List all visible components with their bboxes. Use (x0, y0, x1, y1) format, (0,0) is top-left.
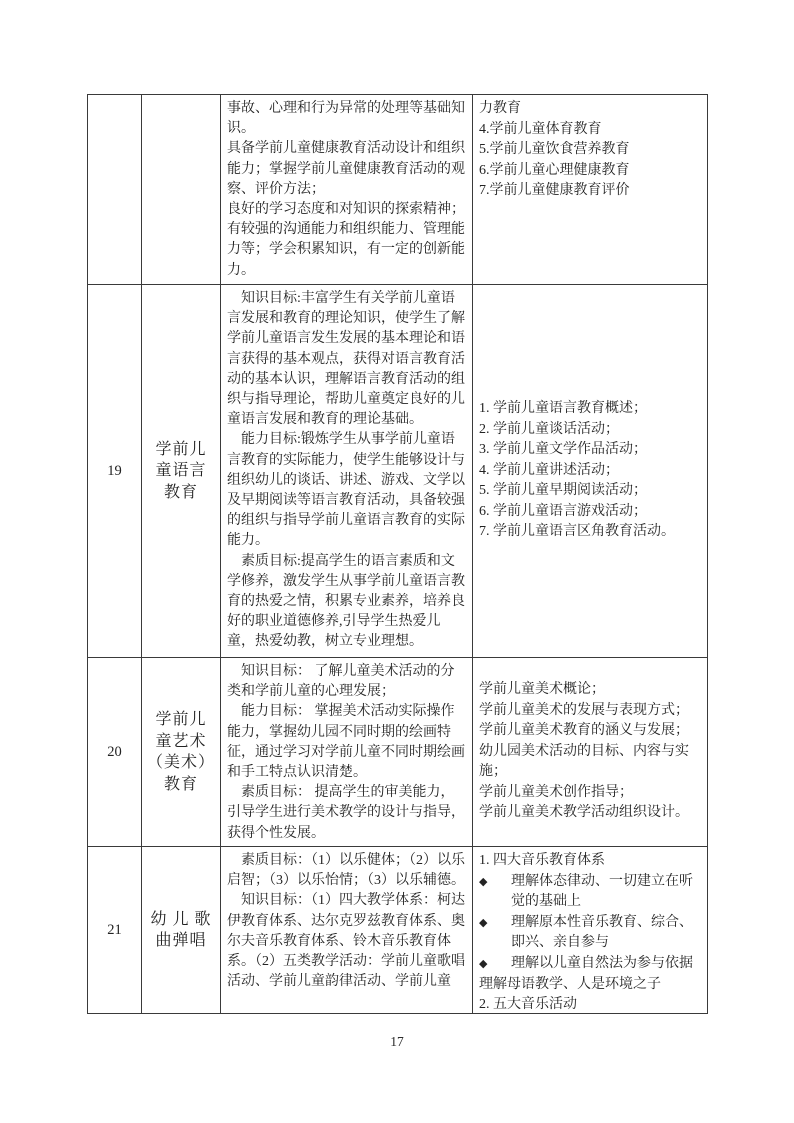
content-list-cell (473, 658, 707, 847)
page-number: 17 (390, 1034, 404, 1049)
content-item-text: 学前儿童美术创作指导； (479, 784, 633, 800)
content-item-text: 理解以儿童自然法为参与依据 (511, 955, 693, 971)
objectives-cell (221, 95, 473, 285)
objective-paragraph: 有较强的沟通能力和组织能力、管理能力等；学会积累知识，有一定的创新能力。 (227, 222, 465, 278)
content-item (479, 701, 703, 722)
content-item-text: 学前儿童美术的发展与表现方式； (479, 702, 689, 718)
content-item-text: 力教育 (479, 101, 521, 116)
content-item-text: 理解体态律动、一切建立在听觉的基础上 (511, 873, 693, 910)
content-item (479, 140, 703, 161)
objective-paragraph: 知识目标：（1）四大教学体系：柯达伊教育体系、达尔克罗兹教育体系、奥尔夫音乐教育体系、铃木音乐教育体系。（2）五类教学活动：学前儿童歌唱活动、学前儿童韵律活动、学前儿童 (227, 893, 465, 990)
content-item (479, 99, 703, 120)
content-item (479, 742, 703, 783)
objective-paragraph: 事故、心理和行为异常的处理等基础知识。 (227, 101, 465, 137)
course-title-cell: 幼 儿 歌 曲弹唱 (142, 847, 221, 1013)
objective-paragraph: 素质目标： 提高学生的审美能力，引导学生进行美术教学的设计与指导，获得个性发展。 (227, 785, 465, 841)
objectives-cell (221, 658, 473, 847)
content-item (479, 721, 703, 742)
objective-paragraph: 知识目标:丰富学生有关学前儿童语言发展和教育的理论知识，使学生了解学前儿童语言发生发展的基本理论和语言获得的基本观点，获得对语言教育活动的基本认识，理解语言教育活动的组织与指导理论，帮助儿童奠定良好的儿童语言发展和教育的理论基础。 (227, 291, 465, 428)
content-item-text: 1. 四大音乐教育体系 (479, 853, 605, 868)
content-item-text: 3. 学前儿童文学作品活动； (479, 442, 647, 458)
content-item (479, 461, 703, 482)
course-title-cell (142, 95, 221, 285)
content-item-text: 2. 五大音乐活动 (479, 997, 577, 1013)
content-item (479, 440, 703, 461)
content-item (479, 954, 703, 975)
objective-paragraph: 素质目标：（1）以乐健体；（2）以乐启智；（3）以乐怡情；（3）以乐辅德。 (227, 853, 465, 889)
row-number-cell: 20 (88, 658, 142, 847)
content-item-text: 学前儿童美术概论； (479, 681, 605, 697)
content-list-cell (473, 285, 707, 658)
content-item-text: 7.学前儿童健康教育评价 (479, 183, 630, 199)
content-item (479, 975, 703, 996)
content-item (479, 851, 703, 872)
objectives-cell (221, 285, 473, 658)
content-item-text: 2. 学前儿童谈话活动； (479, 421, 619, 437)
objective-paragraph: 具备学前儿童健康教育活动设计和组织能力；掌握学前儿童健康教育活动的观察、评价方法； (227, 141, 465, 197)
objective-paragraph: 能力目标： 掌握美术活动实际操作能力，掌握幼儿园不同时期的绘画特征，通过学习对学前儿童不同时期绘画和手工特点认识清楚。 (227, 704, 465, 781)
content-item-text: 理解母语教学、人是环境之子 (479, 976, 661, 992)
content-list-cell (473, 95, 707, 285)
content-item (479, 872, 703, 913)
content-item (479, 502, 703, 523)
content-item-text: 6. 学前儿童语言游戏活动； (479, 503, 647, 519)
content-list-cell (473, 847, 707, 1013)
content-item (479, 120, 703, 141)
row-number-cell: 21 (88, 847, 142, 1013)
course-title-cell: 学前儿 童语言 教育 (142, 285, 221, 658)
objectives-cell (221, 847, 473, 1013)
content-item (479, 481, 703, 502)
content-item-text: 理解原本性音乐教育、综合、即兴、亲自参与 (511, 914, 693, 951)
content-item (479, 161, 703, 182)
content-item-text: 学前儿童美术教育的涵义与发展； (479, 723, 689, 739)
objective-paragraph: 良好的学习态度和对知识的探索精神； (227, 202, 465, 218)
content-item-text: 学前儿童美术教学活动组织设计。 (479, 805, 689, 821)
content-item-text: 1. 学前儿童语言教育概述； (479, 400, 647, 416)
objective-paragraph: 能力目标:锻炼学生从事学前儿童语言教育的实际能力，使学生能够设计与组织幼儿的谈话、讲述、游戏、文学以及早期阅读等语言教育活动，具备较强的组织与指导学前儿童语言教育的实际能力。 (227, 432, 465, 549)
content-item-text: 5.学前儿童饮食营养教育 (479, 142, 630, 158)
content-item-text: 幼儿园美术活动的目标、内容与实施； (479, 743, 689, 780)
course-plan-table (87, 94, 708, 1014)
content-item (479, 680, 703, 701)
objective-paragraph: 素质目标:提高学生的语言素质和文学修养，激发学生从事学前儿童语言教育的热爱之情，积累专业素养，培养良好的职业道德修养,引导学生热爱儿童，热爱幼教，树立专业理想。 (227, 553, 465, 650)
content-item-text: 7. 学前儿童语言区角教育活动。 (479, 524, 675, 540)
content-item (479, 913, 703, 954)
content-item (479, 181, 703, 202)
content-item-text: 4.学前儿童体育教育 (479, 121, 602, 137)
objective-paragraph: 知识目标： 了解儿童美术活动的分类和学前儿童的心理发展； (227, 664, 455, 700)
content-item (479, 995, 703, 1013)
diamond-bullet-icon: ◆ (479, 956, 488, 970)
row-number-cell (88, 95, 142, 285)
content-item (479, 420, 703, 441)
content-item-text: 6.学前儿童心理健康教育 (479, 162, 630, 178)
content-item (479, 783, 703, 804)
content-item-text: 4. 学前儿童讲述活动； (479, 462, 619, 478)
content-item-text: 5. 学前儿童早期阅读活动； (479, 483, 647, 499)
diamond-bullet-icon: ◆ (479, 915, 488, 929)
diamond-bullet-icon: ◆ (479, 874, 488, 888)
content-item (479, 522, 703, 543)
row-number-cell: 19 (88, 285, 142, 658)
course-title-cell: 学前儿 童艺术 （美术） 教育 (142, 658, 221, 847)
content-item (479, 399, 703, 420)
content-item (479, 803, 703, 824)
